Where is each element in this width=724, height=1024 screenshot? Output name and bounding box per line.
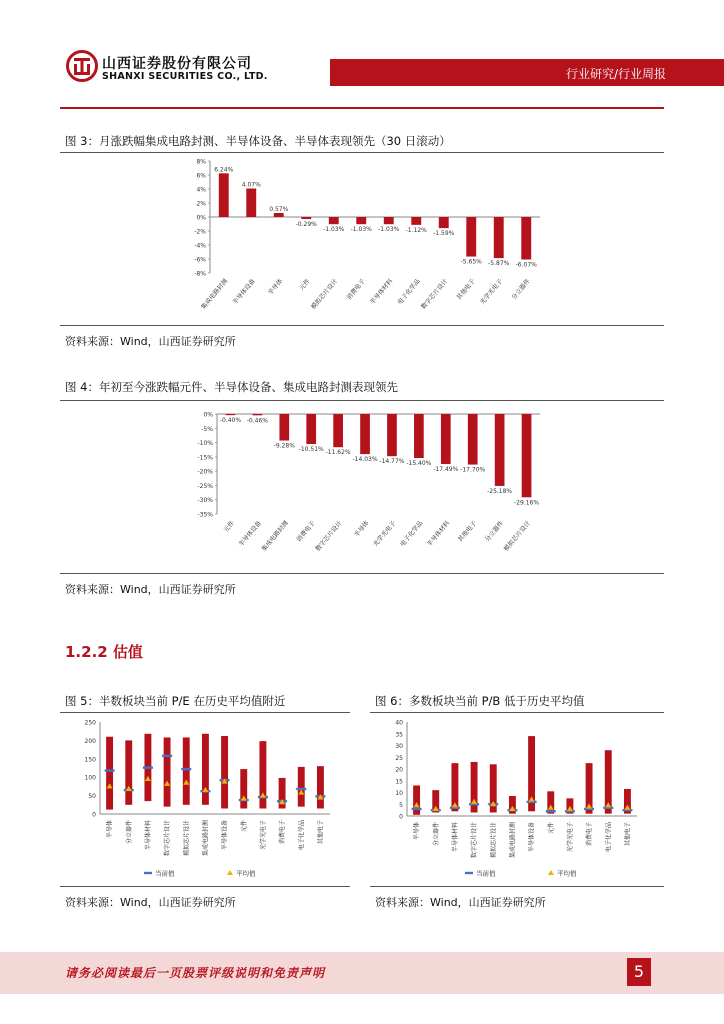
- legend-current-label: 当前值: [155, 869, 175, 878]
- bar: [441, 414, 451, 464]
- data-label: -0.40%: [219, 417, 242, 425]
- y-tick-label: 2%: [196, 200, 206, 208]
- y-tick-label: -25%: [197, 482, 213, 490]
- fig5-bottom-rule: [60, 886, 350, 887]
- range-bar: [221, 736, 228, 808]
- category-label: 电子化学品: [396, 277, 422, 306]
- category-label: 分立器件: [483, 519, 506, 544]
- bar: [521, 217, 531, 259]
- fig4-chart: [190, 405, 540, 570]
- fig4-bottom-rule: [60, 573, 664, 574]
- category-label: 模拟芯片设计: [502, 519, 533, 553]
- category-label: 其他电子: [455, 277, 477, 302]
- category-label: 数字芯片设计: [164, 820, 172, 857]
- y-tick-label: -35%: [197, 511, 213, 519]
- category-label: 其他电子: [624, 822, 632, 847]
- data-label: -1.03%: [323, 226, 345, 234]
- range-bar: [298, 767, 305, 807]
- bar: [226, 414, 236, 415]
- current-marker: [105, 769, 115, 771]
- y-tick-label: 35: [395, 731, 403, 739]
- category-label: 模拟芯片设计: [183, 820, 191, 857]
- fig5-source: 资料来源：Wind，山西证券研究所: [65, 896, 236, 909]
- category-label: 元件: [298, 277, 312, 292]
- current-marker: [143, 766, 153, 768]
- y-tick-label: -6%: [194, 256, 206, 264]
- range-bar: [202, 734, 209, 805]
- data-label: 4.07%: [241, 181, 261, 189]
- category-label: 光学光电子: [479, 277, 505, 306]
- category-label: 元件: [222, 519, 236, 534]
- bar: [360, 414, 370, 454]
- y-tick-label: 5: [399, 801, 403, 809]
- legend-average-swatch: [227, 870, 233, 875]
- y-tick-label: 15: [395, 778, 403, 786]
- category-label: 半导体材料: [144, 820, 152, 851]
- category-label: 电子化学品: [605, 822, 613, 853]
- category-label: 模拟芯片设计: [310, 277, 340, 311]
- y-tick-label: 10: [395, 790, 403, 797]
- bar: [219, 173, 229, 217]
- bar: [414, 414, 424, 458]
- category-label: 数字芯片设计: [314, 519, 344, 553]
- bar: [495, 414, 505, 486]
- bar: [468, 414, 478, 465]
- fig6-chart: [375, 714, 663, 886]
- bar: [329, 217, 339, 224]
- range-bar: [164, 737, 171, 806]
- y-tick-label: -2%: [194, 228, 206, 236]
- footer-disclaimer: 请务必阅读最后一页股票评级说明和免责声明: [65, 966, 326, 980]
- category-label: 半导体: [413, 822, 421, 841]
- bar: [274, 213, 284, 217]
- y-tick-label: 25: [395, 754, 403, 762]
- category-label: 分立器件: [432, 822, 440, 847]
- y-tick-label: -15%: [197, 454, 213, 462]
- category-label: 消费电子: [345, 277, 367, 302]
- bar: [356, 217, 366, 224]
- data-label: -14.03%: [352, 456, 378, 464]
- bar: [384, 217, 394, 224]
- category-label: 光学光电子: [372, 519, 398, 548]
- fig6-source: 资料来源：Wind，山西证券研究所: [375, 896, 546, 909]
- range-bar: [413, 785, 420, 814]
- legend-current-swatch: [144, 872, 152, 874]
- data-label: -5.65%: [460, 258, 482, 266]
- bar: [387, 414, 397, 456]
- category-label: 光学光电子: [259, 820, 267, 851]
- category-label: 半导体设备: [231, 277, 257, 306]
- fig5-top-rule: [60, 712, 350, 713]
- bar: [279, 414, 289, 441]
- y-tick-label: -4%: [194, 242, 206, 250]
- data-label: -1.03%: [378, 226, 400, 234]
- logo-icon: [66, 50, 98, 82]
- company-name-en: SHANXI SECURITIES CO., LTD.: [102, 71, 268, 82]
- data-label: -1.03%: [350, 226, 372, 234]
- category-label: 数字芯片设计: [420, 277, 450, 311]
- category-label: 集成电路封测: [200, 277, 230, 311]
- header-divider: [60, 107, 664, 109]
- current-marker: [412, 808, 422, 810]
- data-label: -15.40%: [406, 460, 432, 467]
- data-label: -5.87%: [488, 260, 510, 268]
- data-label: -9.28%: [273, 442, 295, 450]
- y-tick-label: -10%: [197, 440, 213, 448]
- company-logo: [66, 50, 98, 82]
- y-tick-label: 0: [92, 811, 96, 819]
- category-label: 半导体设备: [237, 519, 263, 548]
- legend-current-swatch: [465, 872, 473, 874]
- data-label: -14.77%: [379, 458, 405, 466]
- data-label: -1.12%: [405, 226, 427, 234]
- category-label: 半导体: [353, 519, 371, 539]
- bar: [333, 414, 343, 447]
- bar: [253, 414, 263, 415]
- range-bar: [317, 766, 324, 808]
- company-name-cn: 山西证券股份有限公司: [102, 56, 252, 72]
- y-tick-label: -30%: [197, 497, 213, 505]
- category-label: 其他电子: [317, 820, 325, 845]
- category-label: 消费电子: [295, 519, 317, 544]
- category-label: 集成电路封测: [260, 519, 290, 553]
- category-label: 集成电路封测: [202, 820, 210, 857]
- bar: [246, 189, 256, 217]
- data-label: -25.18%: [487, 487, 513, 495]
- y-tick-label: 20: [395, 766, 403, 774]
- category-label: 电子化学品: [399, 519, 425, 548]
- data-label: -0.46%: [246, 417, 268, 425]
- bar: [466, 217, 476, 257]
- category-label: 半导体材料: [426, 519, 452, 548]
- category-label: 消费电子: [279, 820, 287, 845]
- category-label: 消费电子: [586, 822, 594, 847]
- data-label: -6.07%: [515, 261, 537, 269]
- y-tick-label: 6%: [196, 172, 206, 180]
- category-label: 元件: [240, 820, 248, 833]
- current-marker: [181, 768, 191, 770]
- bar: [522, 414, 532, 497]
- fig6-bottom-rule: [370, 886, 664, 887]
- fig4-top-rule: [60, 400, 664, 401]
- data-label: -29.16%: [514, 499, 540, 507]
- category-label: 集成电路封测: [509, 822, 517, 859]
- section-heading: 1.2.2 估值: [65, 643, 143, 661]
- fig3-title: 图 3：月涨跌幅集成电路封测、半导体设备、半导体表现领先（30 日滚动）: [65, 134, 451, 148]
- data-label: 0.57%: [269, 206, 289, 214]
- legend-average-label: 平均值: [236, 869, 256, 878]
- range-bar: [259, 741, 266, 808]
- y-tick-label: 100: [84, 774, 96, 782]
- y-tick-label: 150: [84, 756, 96, 764]
- data-label: -0.29%: [295, 221, 317, 229]
- data-label: -1.59%: [433, 230, 455, 238]
- category-label: 半导体: [106, 820, 114, 839]
- data-label: 6.24%: [214, 166, 234, 174]
- y-tick-label: 40: [395, 719, 403, 727]
- current-marker: [546, 810, 556, 812]
- fig3-top-rule: [60, 152, 664, 153]
- bar: [411, 217, 421, 225]
- current-marker: [162, 755, 172, 757]
- y-tick-label: -5%: [201, 425, 213, 433]
- fig3-source: 资料来源：Wind，山西证券研究所: [65, 335, 236, 348]
- y-tick-label: 0%: [203, 411, 213, 419]
- category-label: 电子化学品: [298, 820, 306, 851]
- y-tick-label: 0%: [196, 214, 206, 222]
- category-label: 其他电子: [456, 519, 479, 544]
- fig6-top-rule: [370, 712, 664, 713]
- fig4-title: 图 4：年初至今涨跌幅元件、半导体设备、集成电路封测表现领先: [65, 380, 398, 394]
- y-tick-label: 30: [395, 743, 403, 750]
- category-label: 光学光电子: [566, 822, 574, 853]
- category-label: 模拟芯片设计: [490, 822, 498, 859]
- fig3-bottom-rule: [60, 325, 664, 326]
- data-label: -10.51%: [298, 446, 324, 454]
- fig4-source: 资料来源：Wind，山西证券研究所: [65, 583, 236, 596]
- category-label: 元件: [547, 822, 555, 835]
- y-tick-label: 200: [84, 737, 96, 745]
- category-label: 半导体设备: [528, 822, 536, 853]
- category-label: 半导体材料: [369, 277, 395, 306]
- range-bar: [125, 740, 132, 804]
- data-label: -11.62%: [325, 449, 351, 457]
- y-tick-label: 0: [399, 813, 403, 821]
- y-tick-label: -20%: [197, 468, 213, 476]
- y-tick-label: 8%: [196, 158, 206, 166]
- bar: [439, 217, 449, 228]
- bar: [306, 414, 316, 444]
- y-tick-label: 4%: [196, 186, 206, 194]
- page-number: 5: [627, 958, 651, 986]
- bar: [301, 217, 311, 219]
- legend-average-swatch: [548, 870, 554, 875]
- data-label: -17.49%: [433, 465, 459, 473]
- legend-average-label: 平均值: [557, 869, 577, 878]
- fig5-title: 图 5：半数板块当前 P/E 在历史平均值附近: [65, 694, 286, 708]
- range-bar: [106, 737, 113, 810]
- range-bar: [240, 769, 247, 808]
- y-tick-label: 250: [84, 719, 96, 727]
- y-tick-label: -8%: [194, 270, 206, 278]
- legend-current-label: 当前值: [476, 869, 496, 878]
- range-bar: [183, 737, 190, 804]
- category-label: 半导体: [266, 277, 285, 297]
- data-label: -17.70%: [460, 466, 486, 474]
- category-label: 分立器件: [510, 277, 532, 302]
- report-category: 行业研究/行业周报: [565, 67, 666, 81]
- fig3-chart: [190, 155, 540, 325]
- fig6-title: 图 6：多数板块当前 P/B 低于历史平均值: [375, 694, 585, 708]
- category-label: 数字芯片设计: [471, 822, 479, 859]
- category-label: 半导体设备: [221, 820, 229, 851]
- category-label: 分立器件: [125, 820, 133, 845]
- fig5-chart: [62, 714, 350, 886]
- y-tick-label: 50: [88, 793, 96, 801]
- category-label: 半导体材料: [451, 822, 459, 853]
- bar: [494, 217, 504, 258]
